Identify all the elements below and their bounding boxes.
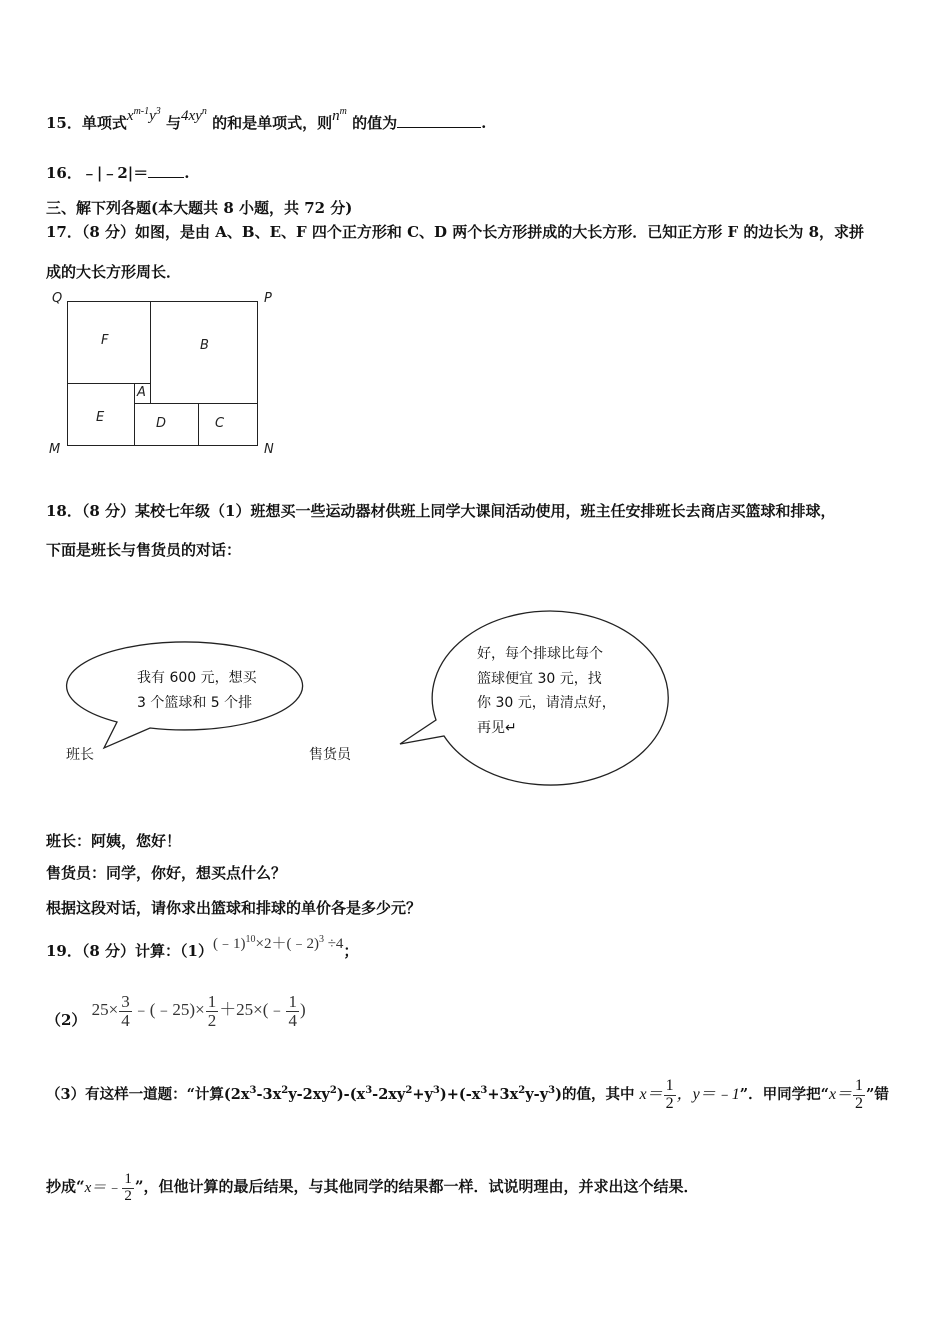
q19-p2-label: （2） — [46, 1011, 87, 1030]
rect-d — [134, 403, 199, 446]
bubble-clerk-line: 篮球便宜 30 元，找 — [477, 670, 602, 687]
bubble-clerk-line: 你 30 元，请清点好， — [477, 695, 616, 711]
q19-expr-2: 25× $\frac{3}{4}$ ﹣(﹣25)× $\frac{1}{2}$ ＋25×(﹣ $\frac{1}{4}$ ) — [91, 992, 306, 1030]
q18-line-2: 下面是班长与售货员的对话： — [46, 541, 242, 559]
q17-line-2: 成的大长方形周长． — [46, 263, 182, 281]
q15-text-4: 的值为 — [352, 114, 398, 132]
label-c: C — [215, 416, 225, 431]
speaker-monitor: 班长 — [66, 747, 94, 763]
bubble-clerk-text — [477, 642, 616, 740]
label-a: A — [137, 385, 146, 400]
x-neg-half: x＝﹣ $\frac{1}{2}$ — [84, 1171, 132, 1204]
q15-text-3: 的和是单项式，则 — [212, 114, 333, 132]
q15-text-1: 单项式 — [81, 114, 127, 132]
q15-expr-1: $x^{m-1}y^3$ — [126, 106, 161, 124]
answer-blank[interactable] — [397, 113, 481, 128]
square-f — [67, 301, 151, 384]
q15-number: 15． — [46, 114, 82, 132]
q19-part-3-line-1: （3）有这样一道题：“计算$(2x^3-3x^2y-2xy^2)-(x^3-2xy^2+y^3)+(-x^3+3x^2y-y^3)$的值，其中 x＝ $\frac{1}{2}$ ，y＝﹣1”．甲同学把“x＝ $\frac{1}{2}$ ”错 — [46, 1077, 889, 1112]
q17-line-1: 17．（8 分）如图，是由 A、B、E、F 四个正方形和 C、D 两个长方形拼成的大长方形．已知正方形 F 的边长为 8，求拼 — [46, 223, 865, 241]
q15 — [46, 106, 487, 133]
q19-head: 19．（8 分）计算：（1） — [46, 942, 213, 960]
label-q: Q — [52, 291, 63, 306]
bubble-monitor-line: 3 个篮球和 5 个排 — [137, 694, 253, 711]
q19-part-1 — [46, 934, 359, 961]
speaker-clerk: 售货员 — [309, 747, 351, 763]
q16 — [46, 162, 189, 183]
label-p: P — [264, 291, 272, 306]
label-d: D — [156, 416, 167, 431]
section-heading: 三、解下列各题(本大题共 8 小题，共 72 分) — [46, 199, 353, 217]
q15-text-2: 与 — [166, 114, 182, 132]
q19-part-2 — [46, 993, 306, 1030]
q16-text: 16．﹣|﹣2|＝ — [46, 164, 149, 182]
q15-end: . — [481, 114, 487, 132]
q18-line-1: 18．（8 分）某校七年级（1）班想买一些运动器材供班上同学大课间活动使用，班主任安排班长去商店买篮球和排球， — [46, 502, 836, 520]
bubble-monitor-line: 我有 600 元，想买 — [137, 670, 257, 686]
q19-p1-end: ； — [343, 942, 359, 960]
rect-c — [198, 403, 258, 446]
bubble-clerk-line: 再见↵ — [477, 719, 517, 736]
label-m: M — [49, 442, 61, 457]
q18-question: 根据这段对话，请你求出篮球和排球的单价各是多少元？ — [46, 899, 422, 917]
dialog-1: 班长：阿姨，您好！ — [46, 832, 182, 850]
label-n: N — [264, 442, 274, 457]
label-e: E — [96, 410, 105, 425]
bubble-clerk-line: 好，每个排球比每个 — [477, 646, 603, 662]
x-half: x＝ $\frac{1}{2}$ — [828, 1077, 864, 1112]
dialog-2: 售货员：同学，你好，想买点什么？ — [46, 864, 287, 882]
given-values: x＝ $\frac{1}{2}$ ，y＝﹣1 — [639, 1077, 740, 1112]
q19-part-3-line-2: 抄成“x＝﹣ $\frac{1}{2}$ ”，但他计算的最后结果，与其他同学的结果都一样．试说明理由，并求出这个结果． — [46, 1171, 699, 1204]
q19-expr-1: (﹣1)$^{10}$×2＋(﹣2)$^3$ ÷4 — [212, 934, 344, 952]
label-f: F — [101, 333, 109, 348]
q15-expr-3: $n^m$ — [332, 106, 347, 124]
label-b: B — [200, 338, 209, 353]
q15-expr-2: $4xy^n$ — [181, 106, 207, 124]
bubble-monitor-text — [137, 666, 257, 715]
answer-blank[interactable] — [148, 163, 184, 178]
q16-end: . — [184, 164, 190, 182]
